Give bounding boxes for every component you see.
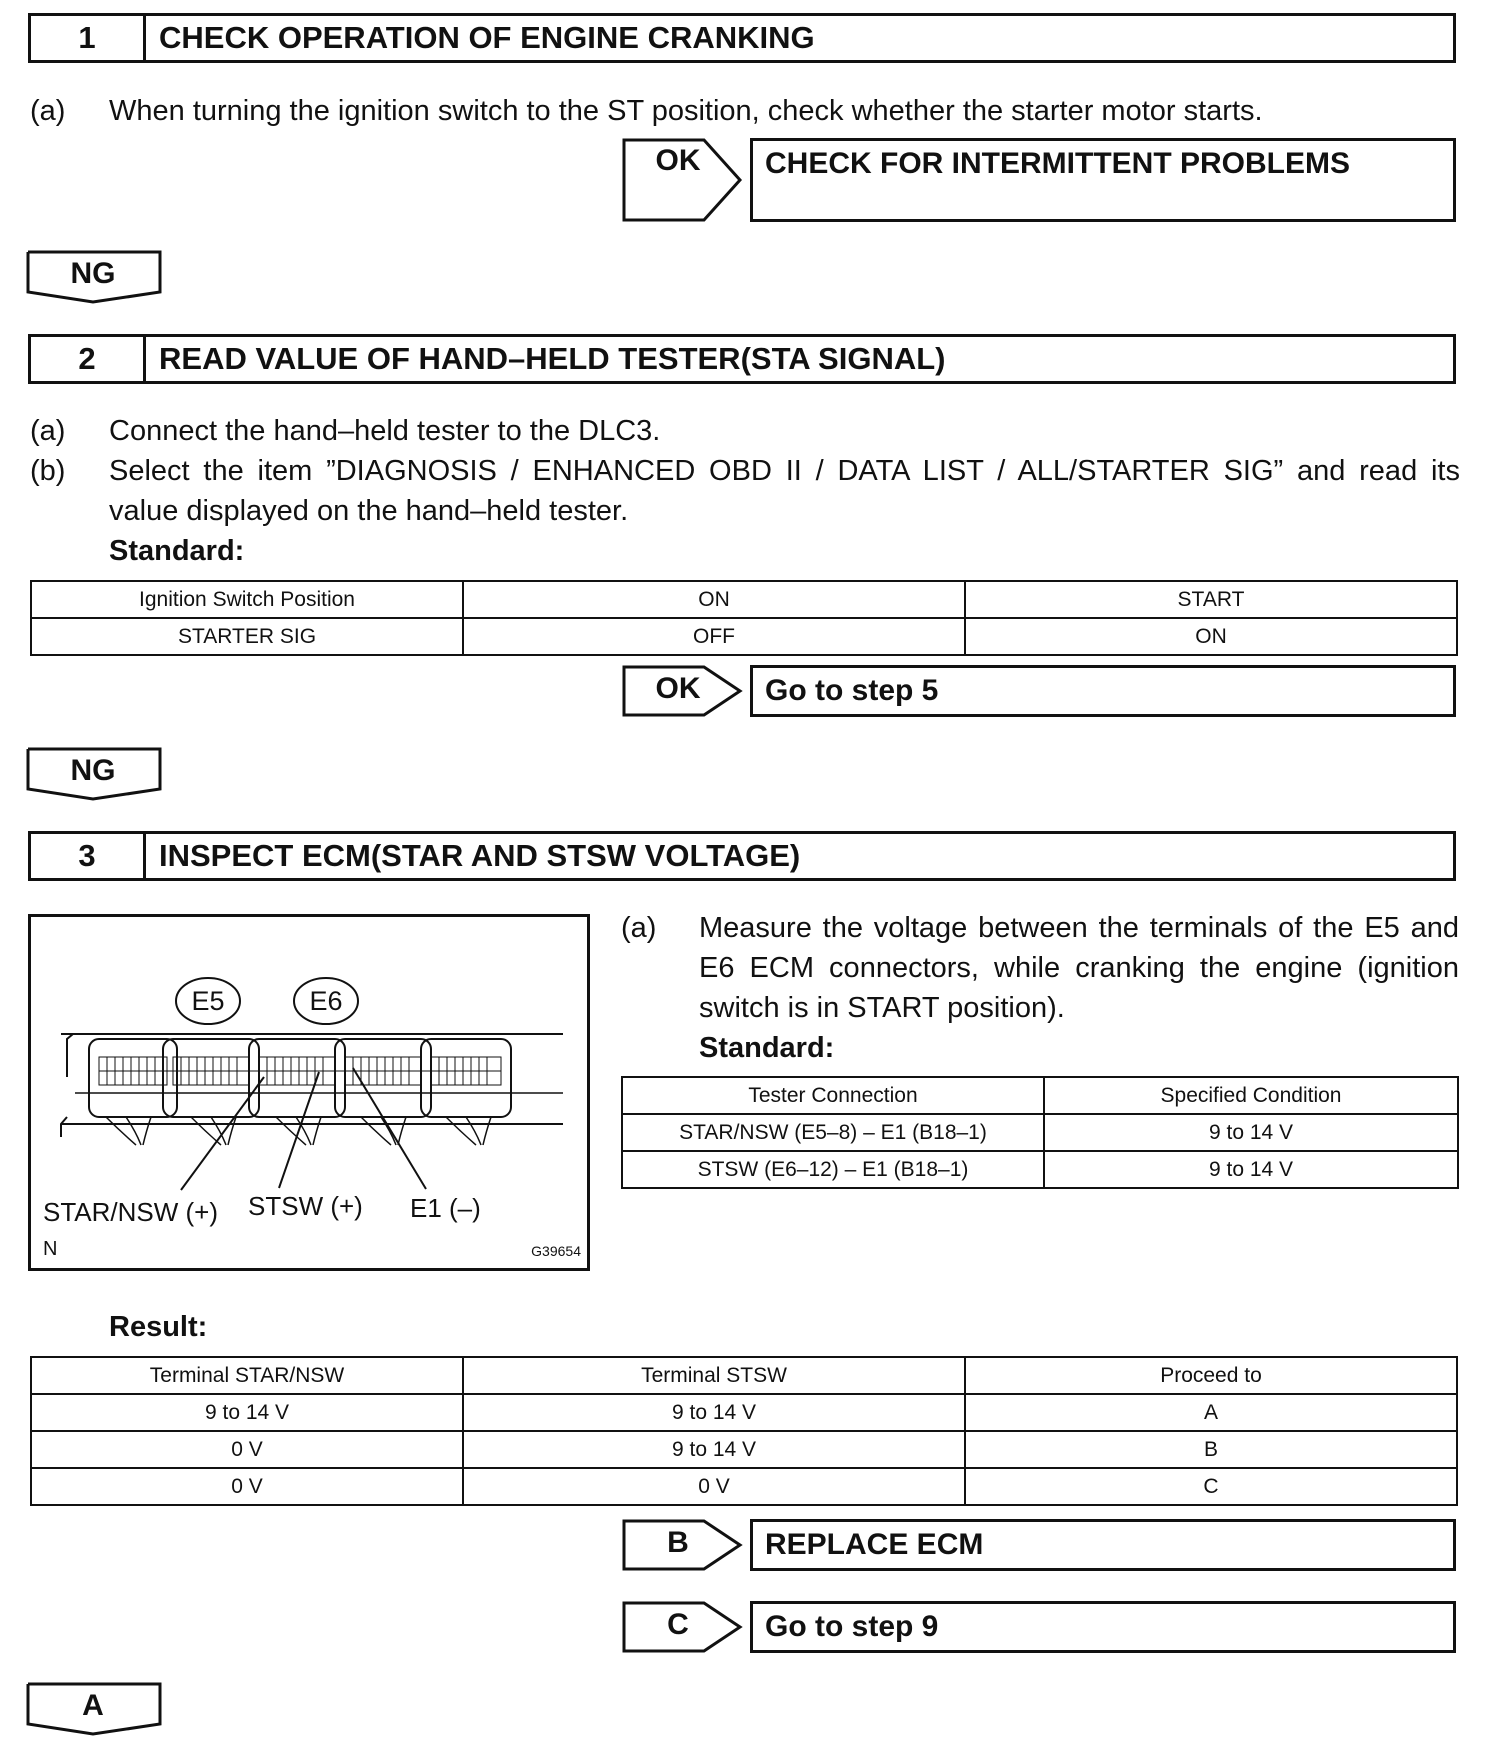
ng-branch-tab	[26, 747, 166, 801]
instruction-line: E6 ECM connectors, while cranking the engine (ignition	[699, 952, 1459, 984]
table-cell: 0 V	[31, 1431, 463, 1468]
table-cell: Terminal STSW	[463, 1357, 965, 1394]
b-label: B	[667, 1526, 689, 1559]
step-3-header	[28, 831, 1456, 881]
ok-result-box	[750, 138, 1456, 222]
step-number: 1	[31, 16, 146, 60]
ok-label: OK	[655, 672, 701, 705]
e1-label: E1 (–)	[410, 1193, 481, 1223]
instruction-item	[30, 451, 1460, 531]
c-result-box	[750, 1601, 1456, 1653]
ng-label: NG	[70, 257, 116, 290]
item-text: Connect the hand–held tester to the DLC3.	[109, 415, 661, 447]
star-nsw-label: STAR/NSW (+)	[43, 1197, 219, 1227]
ng-label: NG	[70, 754, 116, 787]
step-2-header	[28, 334, 1456, 384]
standard-table	[30, 580, 1458, 656]
table-row	[622, 1151, 1458, 1188]
table-cell: Tester Connection	[622, 1077, 1044, 1114]
ok-branch-tag	[622, 138, 744, 222]
c-label: C	[667, 1608, 689, 1641]
item-label: (a)	[30, 95, 66, 127]
table-row	[622, 1114, 1458, 1151]
ok-branch-tag	[622, 665, 744, 717]
table-row	[31, 1394, 1457, 1431]
connector-e6-label: E6	[309, 986, 343, 1016]
table-row	[622, 1077, 1458, 1114]
table-row	[31, 581, 1457, 618]
b-branch-tag	[622, 1519, 744, 1571]
table-cell: 9 to 14 V	[463, 1431, 965, 1468]
item-text-line: value displayed on the hand–held tester.	[109, 495, 629, 527]
table-cell: Specified Condition	[1044, 1077, 1458, 1114]
step-number: 3	[31, 834, 146, 878]
item-text-line: Select the item ”DIAGNOSIS / ENHANCED OBD II / DATA LIST / ALL/STARTER SIG” and read its	[109, 455, 1460, 487]
item-label: (a)	[621, 912, 657, 944]
figure-code: G39654	[531, 1243, 581, 1259]
item-label: (b)	[30, 455, 66, 487]
result-table	[30, 1356, 1458, 1506]
table-row	[31, 618, 1457, 655]
table-cell: Ignition Switch Position	[31, 581, 463, 618]
table-cell: B	[965, 1431, 1457, 1468]
table-cell: STAR/NSW (E5–8) – E1 (B18–1)	[622, 1114, 1044, 1151]
ok-label: OK	[655, 144, 701, 177]
table-cell: 9 to 14 V	[31, 1394, 463, 1431]
step-title: CHECK OPERATION OF ENGINE CRANKING	[159, 20, 815, 55]
table-cell: 0 V	[463, 1468, 965, 1505]
step-title: READ VALUE OF HAND–HELD TESTER(STA SIGNAL)	[159, 341, 946, 376]
table-cell: 9 to 14 V	[1044, 1151, 1458, 1188]
ng-branch-tab	[26, 250, 166, 304]
connector-e5-label: E5	[191, 986, 225, 1016]
table-cell: STARTER SIG	[31, 618, 463, 655]
table-cell: STSW (E6–12) – E1 (B18–1)	[622, 1151, 1044, 1188]
step-title: INSPECT ECM(STAR AND STSW VOLTAGE)	[159, 838, 801, 873]
standard-label: Standard:	[699, 1032, 835, 1064]
table-cell: ON	[463, 581, 965, 618]
table-cell: ON	[965, 618, 1457, 655]
standard-label: Standard:	[109, 535, 245, 567]
instruction-text	[699, 908, 1459, 1068]
step-number: 2	[31, 337, 146, 381]
b-result-box	[750, 1519, 1456, 1571]
table-cell: Terminal STAR/NSW	[31, 1357, 463, 1394]
c-branch-tag	[622, 1601, 744, 1653]
item-text: When turning the ignition switch to the ST position, check whether the starter motor starts.	[109, 95, 1263, 127]
table-row	[31, 1468, 1457, 1505]
spec-table	[621, 1076, 1459, 1189]
table-row	[31, 1357, 1457, 1394]
table-cell: 0 V	[31, 1468, 463, 1505]
ok-result-text: CHECK FOR INTERMITTENT PROBLEMS	[765, 147, 1350, 180]
table-cell: C	[965, 1468, 1457, 1505]
table-cell: 9 to 14 V	[1044, 1114, 1458, 1151]
table-cell: OFF	[463, 618, 965, 655]
instruction-line: Measure the voltage between the terminals of the E5 and	[699, 912, 1459, 944]
step-1-header	[28, 13, 1456, 63]
ecm-connector-figure	[28, 914, 590, 1271]
result-label: Result:	[109, 1311, 208, 1343]
table-cell: A	[965, 1394, 1457, 1431]
instruction-line: switch is in START position).	[699, 992, 1065, 1024]
stsw-label: STSW (+)	[248, 1191, 363, 1221]
a-branch-tab	[26, 1682, 166, 1736]
table-cell: 9 to 14 V	[463, 1394, 965, 1431]
table-cell: START	[965, 581, 1457, 618]
a-label: A	[82, 1689, 104, 1722]
figure-corner-mark: N	[43, 1238, 58, 1260]
b-result-text: REPLACE ECM	[765, 1528, 984, 1561]
table-cell: Proceed to	[965, 1357, 1457, 1394]
ok-result-text: Go to step 5	[765, 674, 939, 707]
c-result-text: Go to step 9	[765, 1610, 939, 1643]
item-label: (a)	[30, 415, 66, 447]
table-row	[31, 1431, 1457, 1468]
ok-result-box	[750, 665, 1456, 717]
